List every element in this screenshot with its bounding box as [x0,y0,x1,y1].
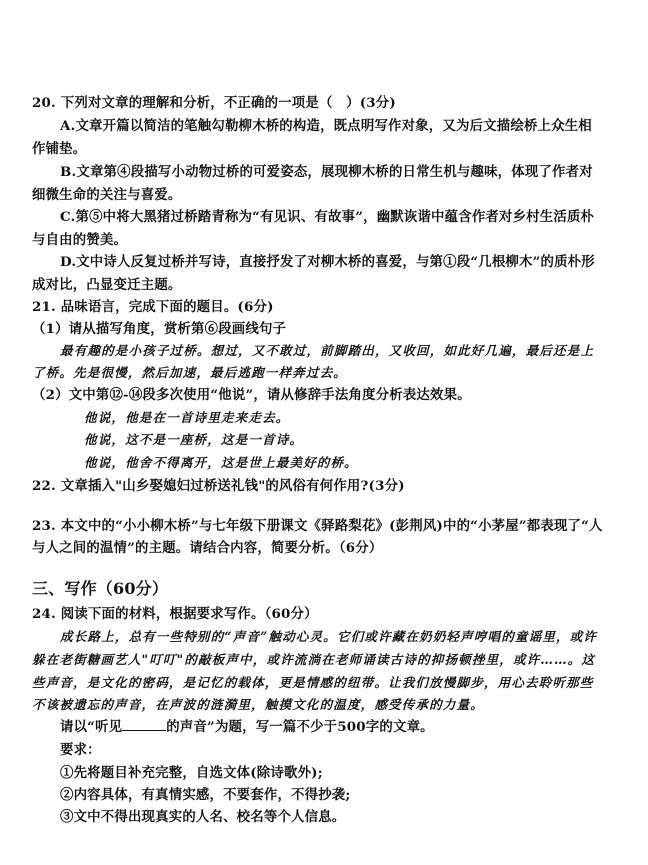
q21-part2: （2）文中第⑫-⑭段多次使用“他说”，请从修辞手法角度分析表达效果。 [32,387,471,403]
q24-prompt-suffix: 的声音”为题，写一篇不少于500字的文章。 [166,719,434,735]
q21-sentence-3: 他说，他舍不得离开，这是世上最美好的桥。 [84,455,358,470]
q24-requirement-1: ①先将题目补充完整，自选文体(除诗歌外); [60,765,323,781]
q24-material-line1: 成长路上，总有一些特别的“声音”触动心灵。它们或许藏在奶奶轻声哼唱的童谣里，或许 [60,629,598,644]
q20-option-c-line1: C.第⑤中将大黑猪过桥踏青称为“有见识、有故事”，幽默诙谐中蕴含作者对乡村生活质朴 [60,209,595,225]
q20-option-d-line1: D.文中诗人反复过桥并写诗，直接抒发了对柳木桥的喜爱，与第①段“几根柳木”的质朴形 [60,254,595,270]
q22-stem: 22. 文章插入"山乡娶媳妇过桥送礼钱"的风俗有何作用?(3分) [32,478,405,494]
q20-option-b-line1: B.文章第④段描写小动物过桥的可爱姿态，展现柳木桥的日常生机与趣味，体现了作者对 [60,164,593,180]
q24-material-line4: 不该被遗忘的声音，在声波的涟漪里，触摸文化的温度，感受传承的力量。 [32,697,484,712]
q20-stem: 20. 下列对文章的理解和分析，不正确的一项是（ ）(3分) [32,95,396,111]
q20-option-b-line2: 细微生命的关注与喜爱。 [32,187,182,203]
section-writing-title: 三、写作（60分） [32,579,169,598]
q24-requirements-label: 要求： [60,742,101,758]
q24-material-line3: 些声音，是文化的密码，是记忆的载体，更是情感的纽带。让我们放慢脚步，用心去聆听那些 [32,675,594,690]
title-blank [122,718,166,731]
q21-quote-line1: 最有趣的是小孩子过桥。想过，又不敢过，前脚踏出，又收回，如此好几遍，最后还是上 [60,343,595,358]
q24-requirement-2: ②内容具体，有真情实感，不要套作，不得抄袭; [60,787,351,803]
q24-stem: 24. 阅读下面的材料，根据要求写作。（60分） [32,606,318,622]
q24-prompt-prefix: 请以“听见 [60,719,123,735]
q21-part1: （1）请从描写角度，赏析第⑥段画线句子 [32,321,287,337]
q20-option-d-line2: 成对比，凸显变迁主题。 [32,277,182,293]
q20-option-a-line2: 作铺垫。 [32,141,87,157]
q24-requirement-3: ③文中不得出现真实的人名、校名等个人信息。 [60,809,346,825]
q21-quote-line2: 了桥。先是很慢，然后加速，最后逃跑一样奔过去。 [32,365,347,380]
q24-material-line2: 躲在老街糖画艺人"叮叮"的敲板声中，或许流淌在老师诵读古诗的抑扬顿挫里，或许……。这 [32,652,596,667]
q23-line2: 与人之间的温情”的主题。请结合内容，简要分析。（6分） [32,540,383,556]
q21-stem: 21. 品味语言，完成下面的题目。(6分) [32,299,274,315]
q21-sentence-1: 他说，他是在一首诗里走来走去。 [84,410,290,425]
q23-line1: 23. 本文中的“小小柳木桥”与七年级下册课文《驿路梨花》(彭荆风)中的“小茅屋”都表现了“人 [32,518,603,534]
q20-option-c-line2: 与自由的赞美。 [32,232,128,248]
q21-sentence-2: 他说，这不是一座桥，这是一首诗。 [84,432,304,447]
q24-prompt [60,718,434,736]
q20-option-a-line1: A.文章开篇以简洁的笔触勾勒柳木桥的构造，既点明写作对象，又为后文描绘桥上众生相 [60,118,592,134]
